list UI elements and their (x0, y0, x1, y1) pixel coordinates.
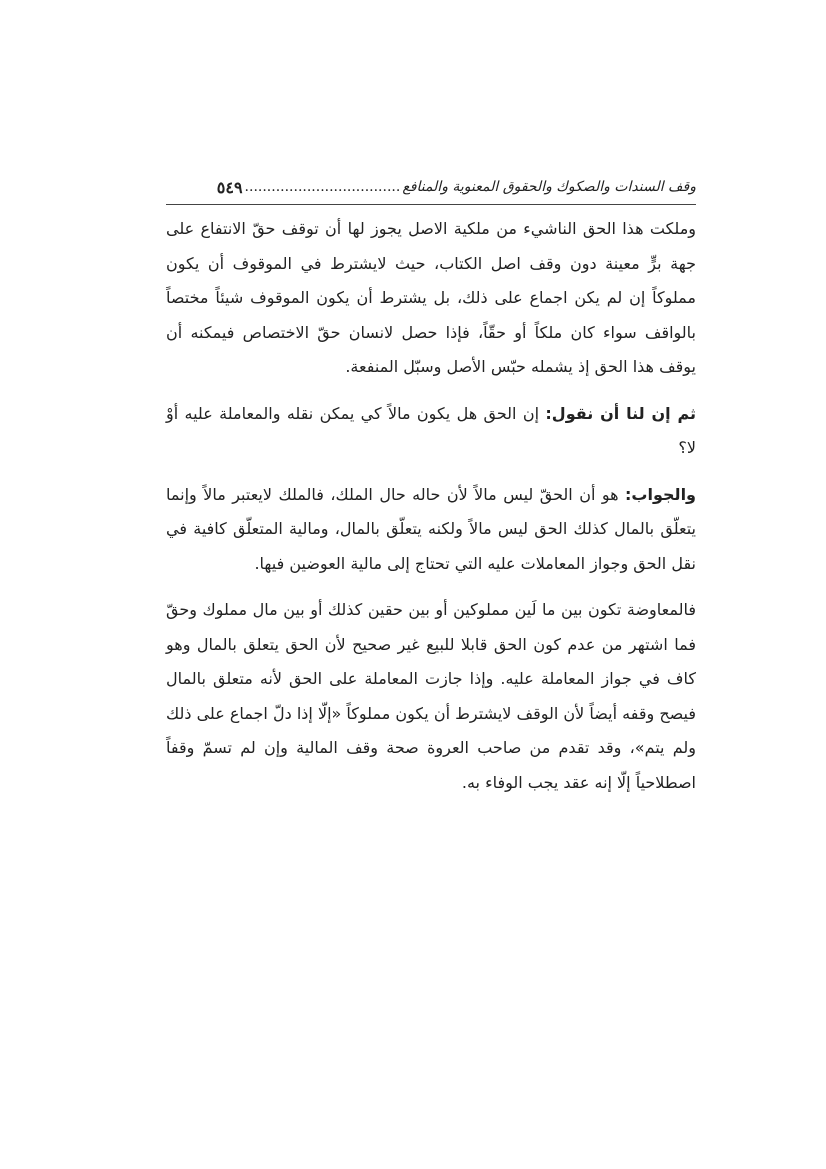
paragraph-2-lead: ثم إن لنا أن نقول: (545, 403, 696, 423)
paragraph-1-text: وملكت هذا الحق الناشيء من ملكية الاصل يجوز لها أن توقف حقّ الانتفاع على جهة برٍّ معينة دون وقف اصل الكتاب، حيث لايشترط في الموقوف أن يكون مملوكاً إن لم يكن اجماع على ذلك، بل يشترط أن يكون الموقوف شيئاً مختصاً بالواقف سواء كان ملكاً أو حقّاً، فإذا حصل لانسان حقّ الاختصاص فيمكنه أن يوقف هذا الحق إذ يشمله حبّس الأصل وسبّل المنفعة. (166, 219, 696, 376)
paragraph-2-text: إن الحق هل يكون مالاً كي يمكن نقله والمعاملة عليه أوْ لا؟ (166, 403, 696, 457)
leader-dots: ................................... (244, 179, 401, 195)
page-number: ٥٤٩ (216, 177, 243, 197)
running-header (166, 172, 696, 202)
body-text (166, 212, 696, 812)
paragraph-1 (166, 212, 696, 385)
paragraph-2 (166, 397, 696, 466)
paragraph-3 (166, 478, 696, 582)
running-title: وقف السندات والصكوك والحقوق المعنوية والمنافع (402, 179, 696, 195)
paragraph-4-text: فالمعاوضة تكون بين ما لَين مملوكين أو بين حقين كذلك أو بين مال مملوك وحقّ فما اشتهر من عدم كون الحق قابلا للبيع غير صحيح لأن الحق يتعلق بالمال وهو كاف في جواز المعاملة عليه. وإذا جازت المعاملة على الحق لأنه متعلق بالمال فيصح وقفه أيضاً لأن الوقف لايشترط أن يكون مملوكاً «إلّا إذا دلّ اجماع على ذلك ولم يتم»، وقد تقدم من صاحب العروة صحة وقف المالية وإن لم تسمّ وقفاً اصطلاحياً إلّا إنه عقد يجب الوفاء به. (166, 600, 696, 792)
paragraph-4 (166, 593, 696, 800)
header-rule (166, 204, 696, 205)
paragraph-3-lead: والجواب: (625, 484, 696, 504)
paragraph-3-text: هو أن الحقّ ليس مالاً لأن حاله حال الملك، فالملك لايعتبر مالاً وإنما يتعلّق بالمال كذلك الحق ليس مالاً ولكنه يتعلّق بالمال، ومالية المتعلّق كافية في نقل الحق وجواز المعاملات عليه التي تحتاج إلى مالية العوضين فيها. (166, 484, 696, 573)
